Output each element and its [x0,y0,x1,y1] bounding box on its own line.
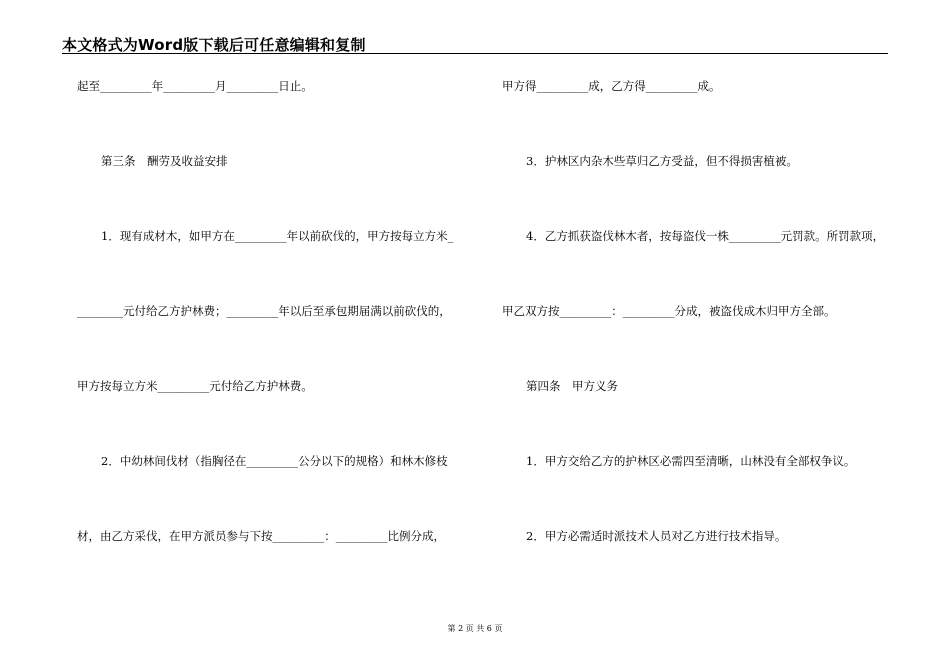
document-header-title: 本文格式为Word版下载后可任意编辑和复制 [62,36,366,54]
right-line-2: 3．护林区内杂木些草归乙方受益，但不得损害植被。 [526,154,798,168]
right-line-6: 1．甲方交给乙方的护林区必需四至清晰，山林没有全部权争议。 [526,454,856,468]
section-heading-article-3: 第三条 酬劳及收益安排 [101,154,228,168]
left-line-3: 1．现有成材木，如甲方在_________年以前砍伐的，甲方按每立方米_ [101,229,454,243]
left-line-4: ________元付给乙方护林费；_________年以后至承包期届满以前砍伐的， [77,304,451,318]
header-divider [62,53,888,54]
left-line-5: 甲方按每立方米_________元付给乙方护林费。 [77,379,313,393]
right-line-7: 2．甲方必需适时派技术人员对乙方进行技术指导。 [526,529,787,543]
left-line-7: 材，由乙方采伐，在甲方派员参与下按_________：_________比例分成， [77,529,445,543]
right-line-4: 甲乙双方按_________：_________分成，被盗伐成木归甲方全部。 [502,304,836,318]
right-line-3: 4．乙方抓获盗伐林木者，按每盗伐一株_________元罚款。所罚款项， [526,229,885,243]
right-line-1: 甲方得_________成，乙方得_________成。 [502,79,721,93]
left-line-1: 起至_________年_________月_________日止。 [77,79,313,93]
page-number: 第 2 页 共 6 页 [447,624,503,633]
left-line-6: 2．中幼林间伐材（指胸径在_________公分以下的规格）和林木修枝 [101,454,448,468]
section-heading-article-4: 第四条 甲方义务 [526,379,618,393]
